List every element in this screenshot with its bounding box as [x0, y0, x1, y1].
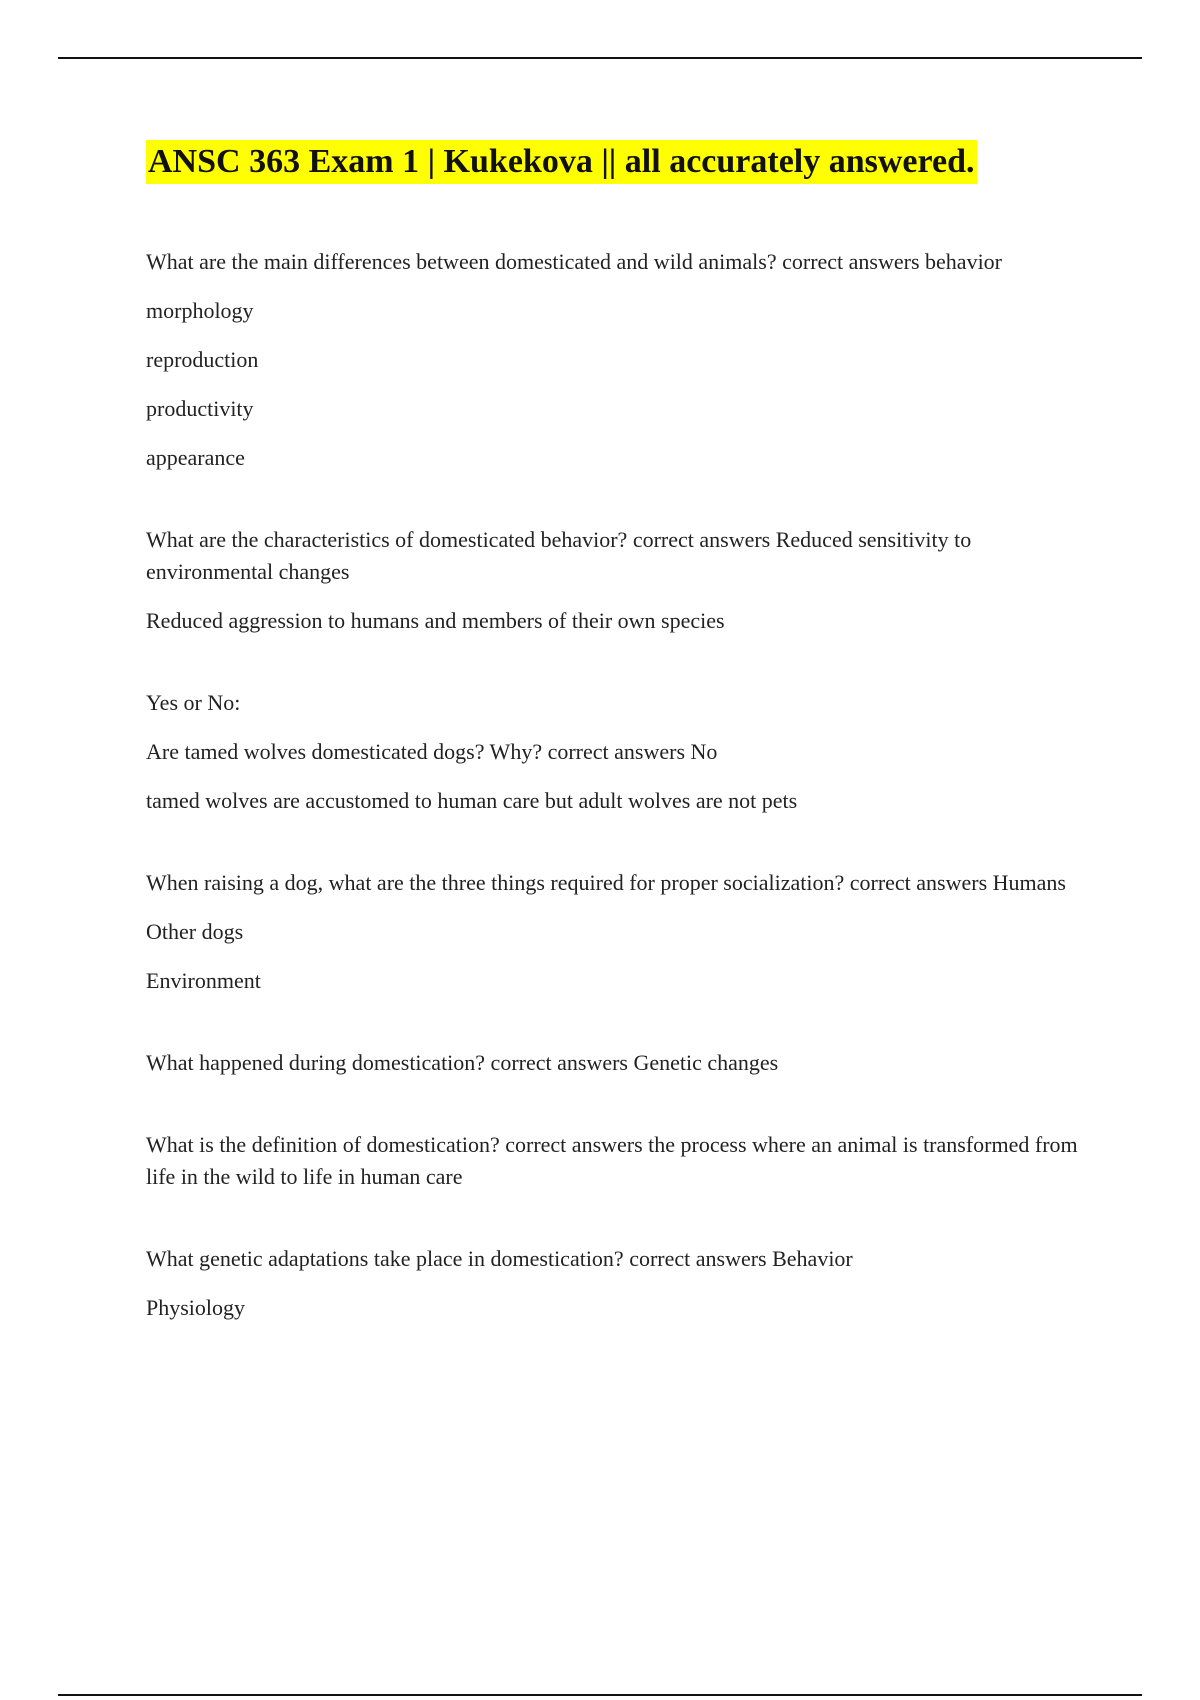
answer-line: Reduced aggression to humans and members of their own species	[146, 608, 725, 633]
answer-line: productivity	[146, 396, 254, 421]
qa-block	[146, 1047, 1096, 1079]
header-rule	[58, 57, 1142, 59]
question-text: What are the characteristics of domesticated behavior? correct answers Reduced sensitivity to environmental changes	[146, 527, 972, 584]
answer-line: tamed wolves are accustomed to human care but adult wolves are not pets	[146, 788, 798, 813]
question-text: What genetic adaptations take place in domestication? correct answers Behavior	[146, 1246, 853, 1271]
answer-line: Other dogs	[146, 919, 244, 944]
qa-block	[146, 524, 1096, 637]
answer-line: morphology	[146, 298, 254, 323]
qa-block	[146, 1129, 1096, 1193]
question-text: What are the main differences between domesticated and wild animals? correct answers behavior	[146, 249, 1003, 274]
question-text: Yes or No:	[146, 690, 241, 715]
qa-block	[146, 1243, 1096, 1324]
qa-block	[146, 867, 1096, 997]
footer-rule	[58, 1694, 1142, 1696]
qa-block	[146, 687, 1096, 817]
question-text: What is the definition of domestication? correct answers the process where an animal is transformed from life in the wild to life in human care	[146, 1132, 1078, 1189]
document-title: ANSC 363 Exam 1 | Kukekova || all accurately answered.	[146, 140, 977, 184]
answer-line: appearance	[146, 445, 245, 470]
question-text: What happened during domestication? correct answers Genetic changes	[146, 1050, 779, 1075]
answer-line: Environment	[146, 968, 261, 993]
question-text: When raising a dog, what are the three things required for proper socialization? correct answers Humans	[146, 870, 1066, 895]
qa-block	[146, 246, 1096, 474]
answer-line: Physiology	[146, 1295, 246, 1320]
question-text: Are tamed wolves domesticated dogs? Why? correct answers No	[146, 739, 718, 764]
qa-list	[146, 246, 1096, 1324]
document-body	[146, 140, 1096, 1341]
answer-line: reproduction	[146, 347, 259, 372]
